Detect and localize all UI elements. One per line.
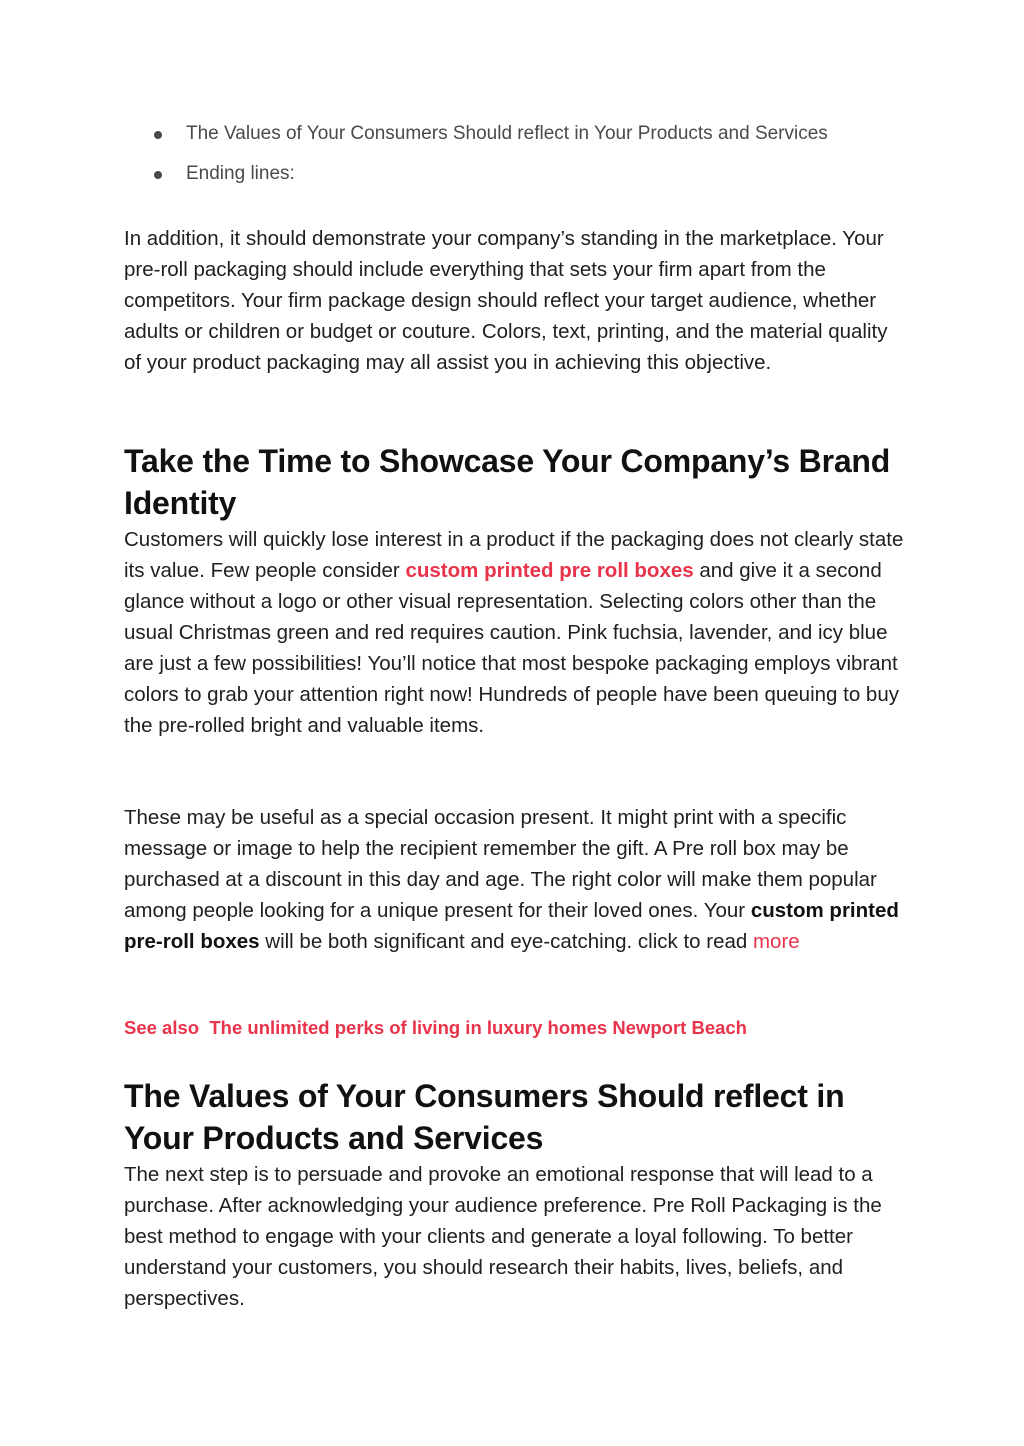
paragraph-text: In addition, it should demonstrate your company’s standing in the marketplace. Your pre-roll packaging should include everything that sets your firm apart from the competitors. Your firm package design should reflect your target audience, whether adults or children or budget or couture. Colors, text, printing, and the material quality of your product packaging may all assist you in achieving this objective. [124,227,888,374]
list-item [154,120,904,147]
see-also-link[interactable]: The unlimited perks of living in luxury homes Newport Beach [209,1017,747,1038]
text-run: These may be useful as a special occasion present. It might print with a specific message or image to help the recipient remember the gift. A Pre roll box may be purchased at a discount in this day and age. The right color will make them popular among people looking for a unique present for their loved ones. Your [124,806,877,922]
paragraph-text [124,802,904,957]
bullet-text: Ending lines: [186,163,295,184]
text-run: will be both significant and eye-catching. click to read [259,930,753,953]
paragraph-text: The next step is to persuade and provoke an emotional response that will lead to a purchase. After acknowledging your audience preference. Pre Roll Packaging is the best method to engage with your clients and generate a loyal following. To better understand your customers, you should research their habits, lives, beliefs, and perspectives. [124,1163,882,1310]
text-run: Customers will quickly lose interest in a product if the packaging does not clearly state its value. Few people consider [124,528,904,582]
see-also-text [124,1015,904,1041]
see-also-line [124,1015,904,1041]
bullet-icon [154,171,162,179]
bullet-text: The Values of Your Consumers Should reflect in Your Products and Services [186,123,828,144]
section-consumer-values [124,1075,904,1314]
section-heading: The Values of Your Consumers Should reflect in Your Products and Services [124,1078,845,1156]
text-run: and give it a second glance without a logo or other visual representation. Selecting colors other than the usual Christmas green and red requires caution. Pink fuchsia, lavender, and icy blue are just a few possibilities! You’ll notice that most bespoke packaging employs vibrant colors to grab your attention right now! Hundreds of people have been queuing to buy the pre-rolled bright and valuable items. [124,559,899,737]
bullet-icon [154,131,162,139]
bullet-list [154,120,904,200]
paragraph-gift [124,802,904,957]
list-item [154,160,904,187]
section-heading: Take the Time to Showcase Your Company’s Brand Identity [124,443,891,521]
read-more-link[interactable]: more [752,930,800,953]
see-also-label: See also [124,1017,200,1038]
section-brand-identity [124,440,904,741]
bold-phrase: custom printed pre-roll boxes [124,899,899,953]
paragraph-intro [124,223,904,378]
custom-printed-pre-roll-boxes-link[interactable]: custom printed pre roll boxes [405,559,694,582]
paragraph-text [124,524,904,741]
